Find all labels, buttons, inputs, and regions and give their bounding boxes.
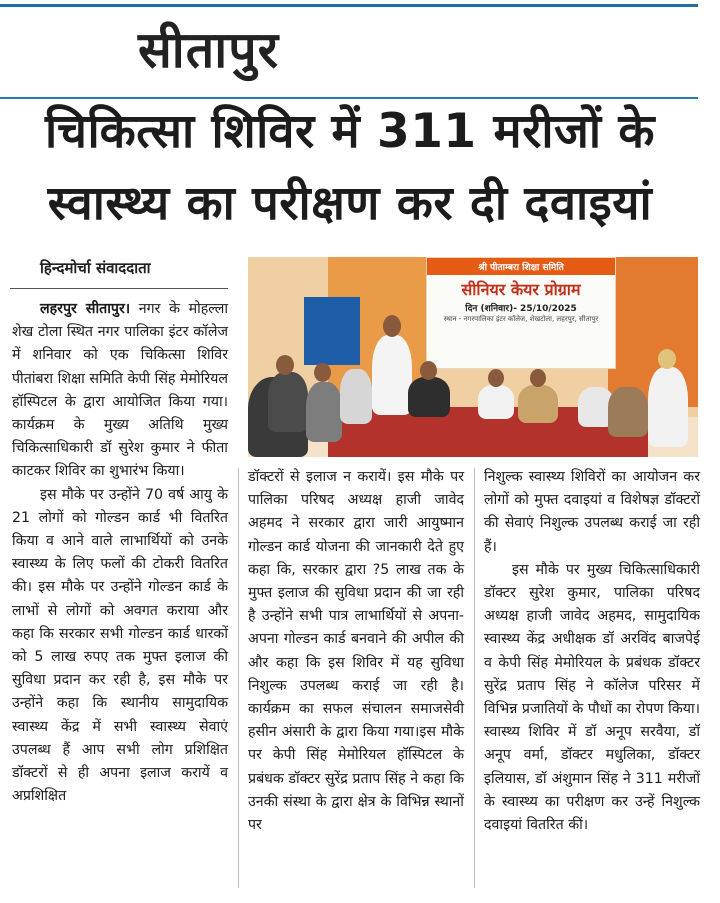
photo-banner — [426, 257, 616, 369]
headline-line-1: चिकित्सा शिविर में 311 मरीजों के — [44, 104, 655, 159]
top-rule — [0, 4, 698, 7]
banner-org: श्री पीताम्बरा शिक्षा समिति — [427, 258, 615, 275]
paragraph: इस मौके पर उन्होंने 70 वर्ष आयु के 21 लोगों को गोल्डन कार्ड भी वितरित किया व आने वाले लाभार्थियों को उनके स्वास्थ्य के लिए फलों की टोकरी वितरित की। इस मौके पर उन्होंने गोल्डन कार्ड के लाभों से लोगों को अवगत कराया और कहा कि सरकार सभी गोल्डन कार्ड धारकों को 5 लाख रुपए तक मुफ्त इलाज की सुविधा प्रदान कर रही है, इस मौके पर उन्होंने कहा कि स्थानीय सामुदायिक स्वास्थ्य केंद्र में सभी स्वास्थ्य सेवाएं उपलब्ध हैं आप सभी लोग प्रशिक्षित डॉक्टरों से ही अपना इलाज करायें व अप्रशिक्षित — [12, 486, 228, 805]
paragraph: नगर के मोहल्ला शेख टोला स्थित नगर पालिका इंटर कॉलेज में शनिवार को एक चिकित्सा शिविर पीतांबरा शिक्षा समिति केपी सिंह मेमोरियल हॉस्पिटल के द्वारा आयोजित किया गया। कार्यक्रम के मुख्य अतिथि मुख्य चिकित्साधिकारी डॉ सुरेश कुमार ने फीता काटकर शिविर का शुभारंभ किया। — [12, 301, 228, 480]
byline-rule — [10, 288, 228, 289]
banner-date: दिन (शनिवार)- 25/10/2025 — [465, 304, 577, 314]
byline: हिन्दमोर्चा संवाददाता — [40, 259, 151, 277]
photo-standee — [304, 297, 360, 365]
photo-person — [268, 372, 308, 432]
paragraph: डॉक्टरों से इलाज न करायें। इस मौके पर पालिका परिषद अध्यक्ष हाजी जावेद अहमद ने सरकार द्वारा जारी आयुष्मान गोल्डन कार्ड योजना की जानकारी देते हुए कहा कि, सरकार द्वारा ?5 लाख तक के मुफ्त इलाज की सुविधा प्रदान की जा रही है उन्होंने सभी पात्र लाभार्थियों से अपना-अपना गोल्डन कार्ड बनवाने की अपील की और कहा कि इस शिविर में यह सुविधा निशुल्क उपलब्ध कराई जा रही है। कार्यक्रम का सफल संचालन समाजसेवी हसीन अंसारी के द्वारा किया गया।इस मौके पर केपी सिंह मेमोरियल हॉस्पिटल के प्रबंधक डॉक्टर सुरेंद्र प्रताप सिंह ने कहा कि उनकी संस्था के द्वारा क्षेत्र के विभिन्न स्थानों पर — [248, 469, 464, 834]
photo-person — [408, 377, 450, 417]
paragraph: निशुल्क स्वास्थ्य शिविरों का आयोजन कर लोगों को मुफ्त दवाइयां व विशेषज्ञ डॉक्टरों की सेवाएं निशुल्क उपलब्ध कराई जा रही हैं। — [484, 469, 700, 555]
headline-line-2: स्वास्थ्य का परीक्षण कर दी दवाइयां — [47, 176, 653, 231]
section-title: सीतापुर — [138, 21, 280, 79]
photo-person — [478, 385, 514, 419]
photo-person-head — [314, 363, 331, 382]
section-divider — [0, 97, 698, 99]
article-column-1 — [12, 298, 228, 808]
photo-person-speaker — [372, 335, 412, 415]
banner-venue: स्थान - नगरपालिका इंटर कॉलेज, शेखटोला, लहरपुर, सीतापुर — [443, 315, 599, 323]
photo-person — [306, 382, 342, 442]
photo-person-head — [488, 369, 504, 387]
paragraph: इस मौके पर मुख्य चिकित्साधिकारी डॉक्टर सुरेश कुमार, पालिका परिषद अध्यक्ष हाजी जावेद अहमद, सामुदायिक स्वास्थ्य केंद्र अधीक्षक डॉ अरविंद बाजपेई व केपी सिंह मेमोरियल के प्रबंधक डॉक्टर सुरेंद्र प्रताप सिंह ने कॉलेज परिसर में विभिन्न प्रजातियों के पौधों का रोपण किया। स्वास्थ्य शिविर में डॉ अनूप सरवैया, डॉ अनूप वर्मा, डॉक्टर मधुलिका, डॉक्टर इलियास, डॉ अंशुमान सिंह ने 311 मरीजों के स्वास्थ्य का परीक्षण कर उन्हें निशुल्क दवाइयां वितरित कीं। — [484, 561, 700, 834]
photo-person-head — [420, 361, 437, 380]
photo-person — [340, 369, 372, 424]
event-photo — [248, 257, 698, 457]
photo-person-head — [276, 355, 294, 375]
column-divider — [238, 468, 239, 888]
photo-flowers — [608, 387, 648, 437]
dateline: लहरपुर सीतापुर। — [40, 301, 131, 317]
article-column-3 — [484, 466, 700, 837]
photo-person-head — [658, 349, 676, 369]
banner-program: सीनियर केयर प्रोग्राम — [461, 280, 581, 299]
photo-person — [648, 367, 688, 447]
photo-person — [518, 385, 558, 423]
column-divider — [474, 468, 475, 888]
photo-person-head — [530, 369, 546, 387]
article-column-2 — [248, 466, 464, 837]
photo-person-head — [383, 315, 401, 337]
